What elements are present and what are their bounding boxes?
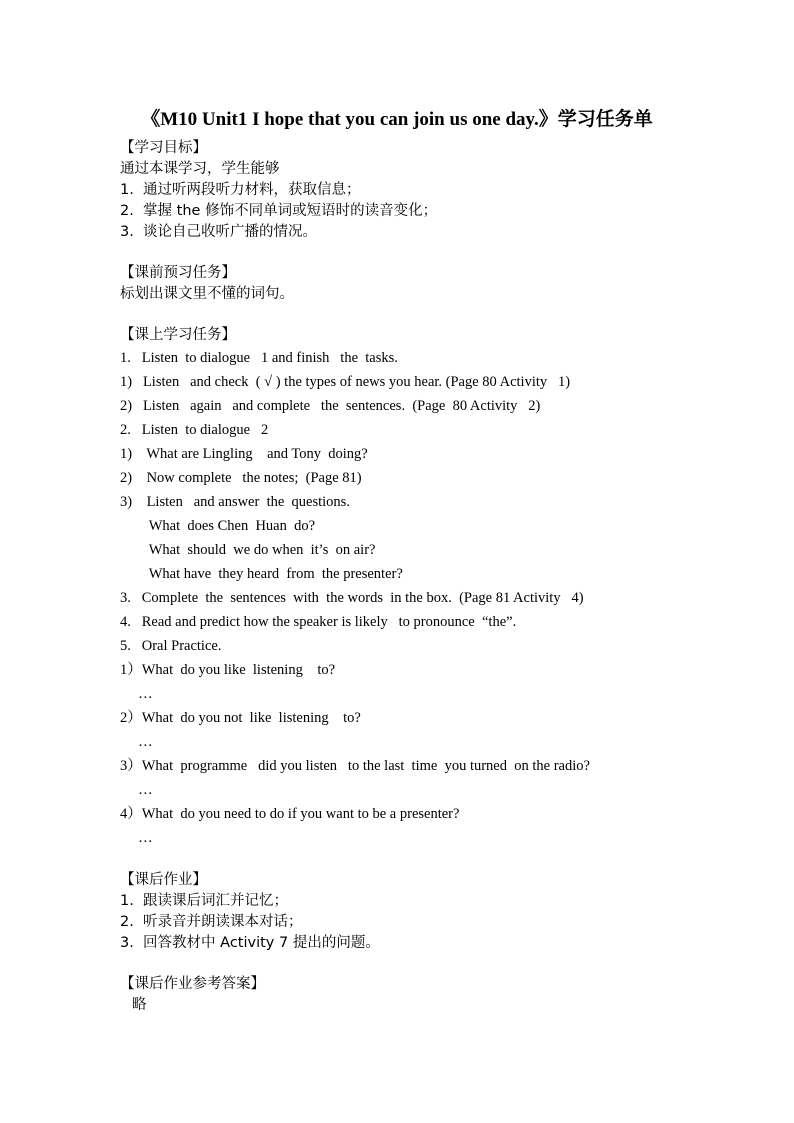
homework-heading: 【课后作业】 xyxy=(120,872,207,888)
objectives-intro: 通过本课学习，学生能够 xyxy=(120,161,280,177)
task-line: … xyxy=(120,734,153,750)
task-line: 5. Oral Practice. xyxy=(120,638,222,654)
task-line: … xyxy=(120,830,153,846)
answers-text: 略 xyxy=(132,997,147,1013)
task-line: 2) Now complete the notes; (Page 81) xyxy=(120,470,362,486)
task-line: 3）What programme did you listen to the last time you turned on the radio? xyxy=(120,758,590,774)
task-line: 1. Listen to dialogue 1 and finish the tasks. xyxy=(120,350,398,366)
objectives-heading: 【学习目标】 xyxy=(120,140,207,156)
task-line: 2）What do you not like listening to? xyxy=(120,710,361,726)
answers-heading: 【课后作业参考答案】 xyxy=(120,976,265,992)
page-title: 《M10 Unit1 I hope that you can join us one day.》学习任务单 xyxy=(141,109,653,130)
task-line: What does Chen Huan do? xyxy=(120,518,316,534)
task-line: … xyxy=(120,686,153,702)
homework-item: 1. 跟读课后词汇并记忆； xyxy=(120,893,289,909)
homework-item: 3. 回答教材中 Activity 7 提出的问题。 xyxy=(120,935,380,951)
task-line: What should we do when it’s on air? xyxy=(120,542,376,558)
homework-item: 2. 听录音并朗读课本对话； xyxy=(120,914,303,930)
objective-item: 2. 掌握 the 修饰不同单词或短语时的读音变化； xyxy=(120,203,438,219)
objective-item: 1. 通过听两段听力材料，获取信息； xyxy=(120,182,361,198)
task-line: 3) Listen and answer the questions. xyxy=(120,494,350,510)
task-line: 2. Listen to dialogue 2 xyxy=(120,422,269,438)
preview-text: 标划出课文里不懂的词句。 xyxy=(120,286,294,302)
task-line: 3. Complete the sentences with the words in the box. (Page 81 Activity 4) xyxy=(120,590,584,606)
task-line: 2) Listen again and complete the sentences. (Page 80 Activity 2) xyxy=(120,398,541,414)
preview-heading: 【课前预习任务】 xyxy=(120,265,236,281)
task-line: What have they heard from the presenter? xyxy=(120,566,403,582)
task-line: 4. Read and predict how the speaker is likely to pronounce “the”. xyxy=(120,614,517,630)
task-line: 1) Listen and check ( √ ) the types of news you hear. (Page 80 Activity 1) xyxy=(120,374,571,390)
inclass-heading: 【课上学习任务】 xyxy=(120,327,236,343)
task-line: 1) What are Lingling and Tony doing? xyxy=(120,446,368,462)
objective-item: 3. 谈论自己收听广播的情况。 xyxy=(120,224,318,240)
task-line: 4）What do you need to do if you want to be a presenter? xyxy=(120,806,460,822)
task-line: 1）What do you like listening to? xyxy=(120,662,336,678)
task-line: … xyxy=(120,782,153,798)
